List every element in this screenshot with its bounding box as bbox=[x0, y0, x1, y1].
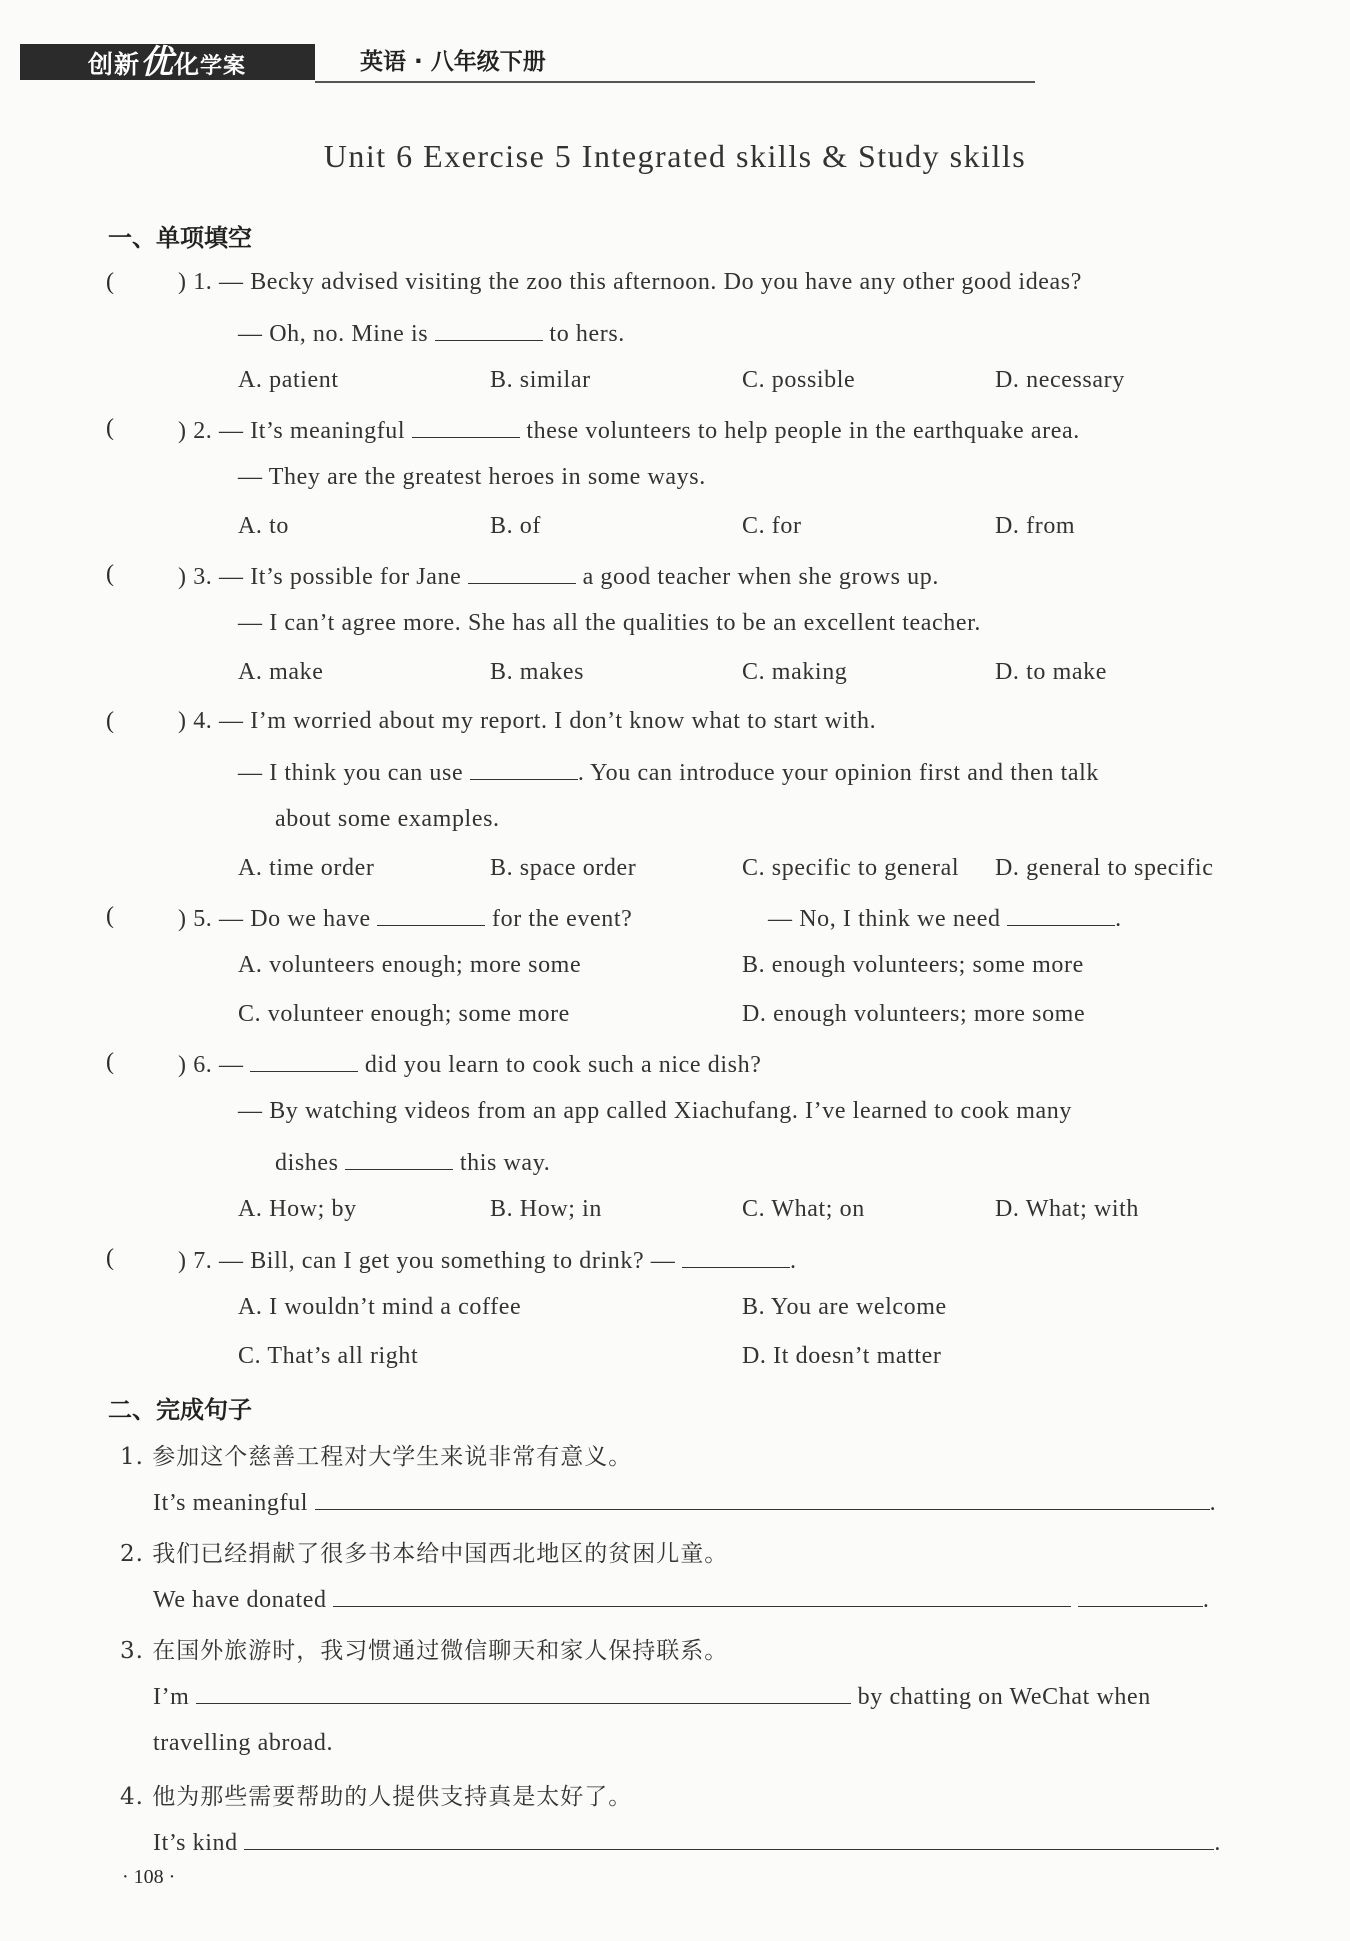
answer-blank[interactable] bbox=[250, 1049, 358, 1072]
answer-blank[interactable] bbox=[1007, 903, 1115, 926]
q5-option-b: B. enough volunteers; some more bbox=[742, 952, 1084, 978]
q3-line1 bbox=[178, 561, 939, 591]
answer-blank[interactable] bbox=[468, 561, 576, 584]
s2-chinese: 2. 我们已经捐献了很多书本给中国西北地区的贫困儿童。 bbox=[120, 1541, 729, 1567]
q5-response: — No, I think we need . bbox=[768, 903, 1122, 933]
answer-line[interactable] bbox=[1078, 1584, 1203, 1607]
q5-option-a: A. volunteers enough; more some bbox=[238, 952, 582, 978]
s1-text: It’s meaningful bbox=[153, 1490, 308, 1516]
q5-text-c: — No, I think we need bbox=[768, 906, 1001, 932]
answer-line[interactable] bbox=[315, 1487, 1210, 1510]
q6-option-c: C. What; on bbox=[742, 1196, 865, 1222]
q4-text-a: — I think you can use bbox=[238, 760, 464, 786]
answer-blank[interactable] bbox=[412, 415, 520, 438]
q3-text-b: a good teacher when she grows up. bbox=[582, 564, 939, 590]
answer-blank[interactable] bbox=[682, 1245, 790, 1268]
q2-text-a: ) 2. — It’s meaningful bbox=[178, 418, 406, 444]
q5-text-b: for the event? bbox=[492, 906, 633, 932]
q2-line1 bbox=[178, 415, 1080, 445]
q2-text-b: these volunteers to help people in the earthquake area. bbox=[526, 418, 1080, 444]
s4-text: It’s kind bbox=[153, 1830, 238, 1856]
s3-english-cont: travelling abroad. bbox=[153, 1730, 334, 1756]
q6-line2: — By watching videos from an app called Xiachufang. I’ve learned to cook many bbox=[238, 1098, 1072, 1124]
answer-blank[interactable] bbox=[345, 1147, 453, 1170]
q6-line3 bbox=[275, 1147, 550, 1177]
q6-text-b: did you learn to cook such a nice dish? bbox=[364, 1052, 762, 1078]
series-badge bbox=[20, 44, 315, 80]
q4-line2 bbox=[238, 757, 1099, 787]
q2-option-c: C. for bbox=[742, 513, 802, 539]
answer-paren: ( bbox=[106, 561, 114, 587]
q5-option-c: C. volunteer enough; some more bbox=[238, 1001, 570, 1027]
q4-line1: ) 4. — I’m worried about my report. I don’t know what to start with. bbox=[178, 708, 877, 734]
section-heading-1: 一、单项填空 bbox=[108, 224, 252, 252]
s3-text-a: I’m bbox=[153, 1684, 190, 1710]
section-heading-2: 二、完成句子 bbox=[108, 1396, 252, 1424]
page-number-value: 108 bbox=[133, 1866, 164, 1888]
q1-line1: ) 1. — Becky advised visiting the zoo this afternoon. Do you have any other good ideas? bbox=[178, 269, 1082, 295]
header-rule bbox=[315, 81, 1035, 83]
answer-paren: ( bbox=[106, 269, 114, 295]
answer-paren: ( bbox=[106, 903, 114, 929]
answer-blank[interactable] bbox=[435, 318, 543, 341]
q5-line1 bbox=[178, 903, 632, 933]
s3-chinese: 3. 在国外旅游时，我习惯通过微信聊天和家人保持联系。 bbox=[120, 1638, 729, 1664]
q2-option-a: A. to bbox=[238, 513, 289, 539]
answer-paren: ( bbox=[106, 1049, 114, 1075]
q3-option-c: C. making bbox=[742, 659, 848, 685]
badge-text-2: 优 bbox=[140, 42, 175, 81]
q3-option-a: A. make bbox=[238, 659, 324, 685]
q6-option-b: B. How; in bbox=[490, 1196, 603, 1222]
q1-option-c: C. possible bbox=[742, 367, 856, 393]
q1-text-a: — Oh, no. Mine is bbox=[238, 321, 429, 347]
q1-line2 bbox=[238, 318, 625, 348]
q4-option-c: C. specific to general bbox=[742, 855, 960, 881]
s3-text-b: by chatting on WeChat when bbox=[857, 1684, 1151, 1710]
q1-option-d: D. necessary bbox=[995, 367, 1125, 393]
subject-label: 英语 · 八年级下册 bbox=[360, 49, 546, 75]
q6-text-c: dishes bbox=[275, 1150, 339, 1176]
s4-chinese: 4. 他为那些需要帮助的人提供支持真是太好了。 bbox=[120, 1784, 633, 1810]
badge-text-3: 化 bbox=[174, 50, 201, 79]
page-title: Unit 6 Exercise 5 Integrated skills & Study skills bbox=[323, 138, 1027, 174]
q7-option-d: D. It doesn’t matter bbox=[742, 1343, 942, 1369]
q4-option-d: D. general to specific bbox=[995, 855, 1214, 881]
q6-option-a: A. How; by bbox=[238, 1196, 357, 1222]
q1-option-a: A. patient bbox=[238, 367, 339, 393]
q2-option-d: D. from bbox=[995, 513, 1076, 539]
q7-option-b: B. You are welcome bbox=[742, 1294, 947, 1320]
q7-option-c: C. That’s all right bbox=[238, 1343, 419, 1369]
answer-blank[interactable] bbox=[377, 903, 485, 926]
q1-text-b: to hers. bbox=[549, 321, 625, 347]
answer-paren: ( bbox=[106, 1245, 114, 1271]
answer-line[interactable] bbox=[333, 1584, 1071, 1607]
q6-text-a: ) 6. — bbox=[178, 1052, 244, 1078]
q3-line2: — I can’t agree more. She has all the qualities to be an excellent teacher. bbox=[238, 610, 981, 636]
q6-text-d: this way. bbox=[459, 1150, 551, 1176]
s1-chinese: 1. 参加这个慈善工程对大学生来说非常有意义。 bbox=[120, 1444, 633, 1470]
q4-option-b: B. space order bbox=[490, 855, 637, 881]
q2-line2: — They are the greatest heroes in some ways. bbox=[238, 464, 706, 490]
s3-english bbox=[153, 1681, 1151, 1711]
q4-option-a: A. time order bbox=[238, 855, 375, 881]
q7-option-a: A. I wouldn’t mind a coffee bbox=[238, 1294, 522, 1320]
q4-line3: about some examples. bbox=[275, 806, 500, 832]
answer-paren: ( bbox=[106, 415, 114, 441]
answer-blank[interactable] bbox=[470, 757, 578, 780]
q4-text-b: . You can introduce your opinion first and then talk bbox=[577, 760, 1099, 786]
badge-text-4: 学案 bbox=[200, 54, 247, 79]
q6-option-d: D. What; with bbox=[995, 1196, 1140, 1222]
page-number: · 108 · bbox=[122, 1866, 176, 1888]
answer-line[interactable] bbox=[196, 1681, 851, 1704]
q5-option-d: D. enough volunteers; more some bbox=[742, 1001, 1086, 1027]
s4-english: It’s kind . bbox=[153, 1827, 1221, 1857]
q3-option-d: D. to make bbox=[995, 659, 1107, 685]
page-header bbox=[20, 44, 1020, 82]
s1-english: It’s meaningful . bbox=[153, 1487, 1216, 1517]
answer-line[interactable] bbox=[244, 1827, 1214, 1850]
q7-line1: ) 7. — Bill, can I get you something to drink? — . bbox=[178, 1245, 797, 1275]
q7-text-a: ) 7. — Bill, can I get you something to drink? — bbox=[178, 1248, 676, 1274]
s2-text: We have donated bbox=[153, 1587, 327, 1613]
answer-paren: ( bbox=[106, 708, 114, 734]
q3-option-b: B. makes bbox=[490, 659, 585, 685]
s2-english: We have donated . bbox=[153, 1584, 1210, 1614]
q5-text-a: ) 5. — Do we have bbox=[178, 906, 371, 932]
q2-option-b: B. of bbox=[490, 513, 541, 539]
q1-option-b: B. similar bbox=[490, 367, 591, 393]
q6-line1 bbox=[178, 1049, 761, 1079]
q3-text-a: ) 3. — It’s possible for Jane bbox=[178, 564, 462, 590]
badge-text-1: 创新 bbox=[88, 50, 141, 79]
